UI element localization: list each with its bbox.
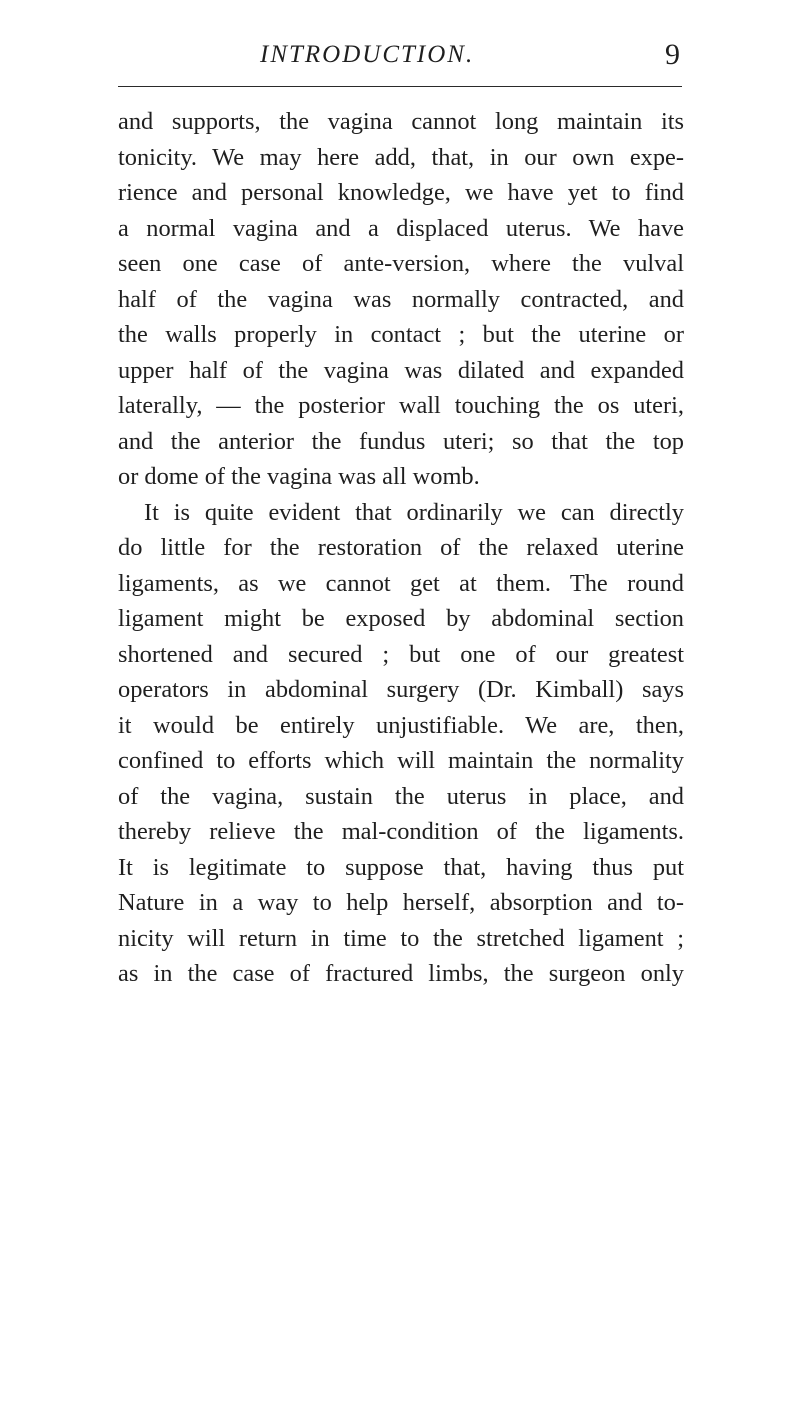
text-line: and supports, the vagina cannot long maintain its [118,108,684,135]
text-line: ligament might be exposed by abdominal section [118,605,684,632]
text-line: It is legitimate to suppose that, having thus put [118,853,684,881]
text-line: half of the vagina was normally contracted, and [118,285,684,313]
text-line: shortened and secured ; but one of our greatest [118,640,684,668]
text-line: upper half of the vagina was dilated and expanded [118,356,684,384]
paragraph-start-line: It is quite evident that ordinarily we can directly [144,498,684,526]
text-line: operators in abdominal surgery (Dr. Kimball) says [118,676,684,703]
text-line: the walls properly in contact ; but the uterine or [118,321,684,348]
text-line: confined to efforts which will maintain the normality [118,747,684,774]
body-text [118,104,684,992]
text-line: a normal vagina and a displaced uterus. We have [118,214,684,242]
text-line: and the anterior the fundus uteri; so that the top [118,427,684,455]
text-line: it would be entirely unjustifiable. We are, then, [118,711,684,739]
header-rule [118,86,682,87]
paragraph-end-line: or dome of the vagina was all womb. [118,463,480,490]
text-line: seen one case of ante-version, where the vulval [118,250,684,277]
text-line: of the vagina, sustain the uterus in place, and [118,782,684,810]
text-line: as in the case of fractured limbs, the surgeon only [118,960,684,987]
text-line: thereby relieve the mal-condition of the ligaments. [118,818,684,845]
text-line: rience and personal knowledge, we have yet to find [118,179,684,206]
text-line: nicity will return in time to the stretched ligament ; [118,924,684,952]
page-number: 9 [665,38,680,71]
running-head [118,38,682,78]
text-line: do little for the restoration of the relaxed uterine [118,534,684,561]
text-line: tonicity. We may here add, that, in our own expe- [118,143,684,171]
text-line: laterally, — the posterior wall touching the os uteri, [118,392,684,419]
running-title: INTRODUCTION. [260,41,475,68]
text-line: Nature in a way to help herself, absorption and to- [118,889,684,916]
text-line: ligaments, as we cannot get at them. The round [118,569,684,597]
